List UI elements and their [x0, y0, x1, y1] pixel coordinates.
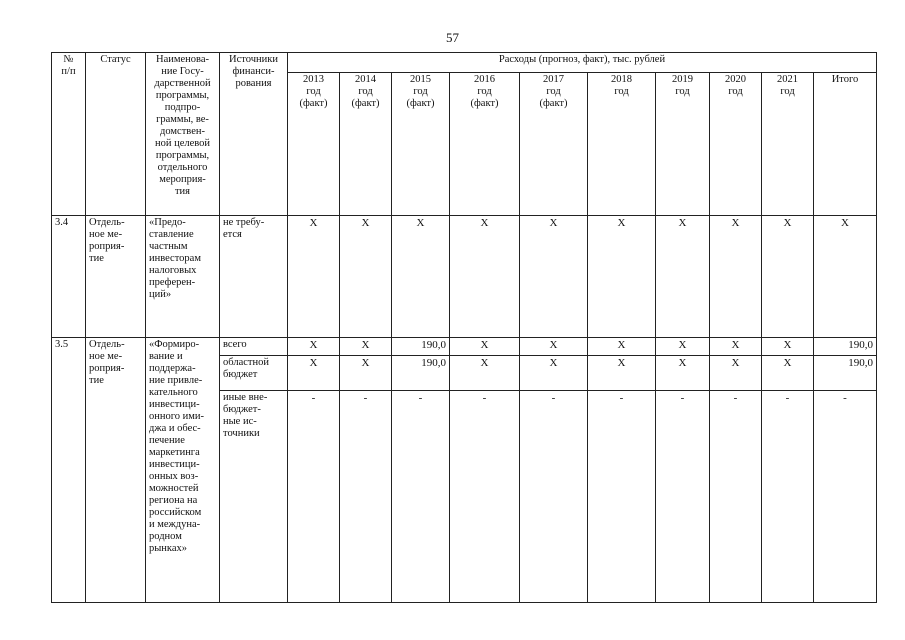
row-3-4-total: X — [814, 216, 877, 338]
row-3-4-value: X — [710, 216, 762, 338]
row-3-5-regional-value: X — [520, 356, 588, 391]
row-3-4-value: X — [762, 216, 814, 338]
row-3-4-num: 3.4 — [52, 216, 86, 338]
row-3-4-value: X — [656, 216, 710, 338]
row-3-5-total-sum: 190,0 — [814, 338, 877, 356]
year-2018-header: 2018 год — [588, 73, 656, 216]
page-number: 57 — [446, 30, 459, 45]
year-2013-header: 2013 год (факт) — [288, 73, 340, 216]
row-3-5-regional-value: 190,0 — [392, 356, 450, 391]
year-2014-header: 2014 год (факт) — [340, 73, 392, 216]
row-3-4-value: X — [520, 216, 588, 338]
row-3-5-source-other: иные вне- бюджет- ные ис- точники — [220, 391, 288, 603]
row-3-5-name: «Формиро- вание и поддержа- ние привле- кательного инвестици- онного ими- джа и обес- печение маркетинга инвестици- онных воз- можностей региона на российском и междуна- родном рынках» — [146, 338, 220, 603]
row-3-5-regional-sum: 190,0 — [814, 356, 877, 391]
row-3-4-name: «Предо- ставление частным инвесторам налоговых преферен- ций» — [146, 216, 220, 338]
row-3-5-total-value: 190,0 — [392, 338, 450, 356]
row-3-4-value: X — [340, 216, 392, 338]
row-3-5-total-value: X — [710, 338, 762, 356]
row-3-5-regional-value: X — [340, 356, 392, 391]
header-name: Наименова- ние Госу- дарственной программы, подпро- граммы, ве- домствен- ной целевой программы, отдельного мероприя- тия — [146, 53, 220, 216]
table-row — [52, 338, 877, 356]
row-3-5-regional-value: X — [288, 356, 340, 391]
row-3-5-num: 3.5 — [52, 338, 86, 603]
row-3-5-other-value: - — [588, 391, 656, 603]
row-3-5-regional-value: X — [762, 356, 814, 391]
budget-table — [51, 52, 877, 603]
header-status: Статус — [86, 53, 146, 216]
row-3-4-value: X — [392, 216, 450, 338]
row-3-4-value: X — [450, 216, 520, 338]
row-3-5-other-value: - — [762, 391, 814, 603]
row-3-5-total-value: X — [450, 338, 520, 356]
header-sources: Источники финанси- рования — [220, 53, 288, 216]
row-3-5-total-value: X — [288, 338, 340, 356]
table-row — [52, 216, 877, 338]
row-3-5-total-value: X — [588, 338, 656, 356]
row-3-5-other-value: - — [710, 391, 762, 603]
row-3-5-regional-value: X — [450, 356, 520, 391]
header-expenses: Расходы (прогноз, факт), тыс. рублей — [288, 53, 877, 73]
row-3-5-other-value: - — [656, 391, 710, 603]
row-3-5-other-value: - — [450, 391, 520, 603]
year-2017-header: 2017 год (факт) — [520, 73, 588, 216]
year-2015-header: 2015 год (факт) — [392, 73, 450, 216]
row-3-5-other-value: - — [288, 391, 340, 603]
row-3-5-other-value: - — [392, 391, 450, 603]
row-3-5-regional-value: X — [656, 356, 710, 391]
row-3-5-status: Отдель- ное ме- роприя- тие — [86, 338, 146, 603]
row-3-5-source-total: всего — [220, 338, 288, 356]
year-2020-header: 2020 год — [710, 73, 762, 216]
total-header: Итого — [814, 73, 877, 216]
row-3-5-total-value: X — [656, 338, 710, 356]
row-3-5-other-value: - — [520, 391, 588, 603]
header-num: № п/п — [52, 53, 86, 216]
row-3-5-other-sum: - — [814, 391, 877, 603]
row-3-5-regional-value: X — [588, 356, 656, 391]
header-row-1 — [52, 53, 877, 73]
year-2021-header: 2021 год — [762, 73, 814, 216]
row-3-4-source: не требу- ется — [220, 216, 288, 338]
row-3-5-regional-value: X — [710, 356, 762, 391]
row-3-4-value: X — [588, 216, 656, 338]
row-3-5-total-value: X — [762, 338, 814, 356]
year-2016-header: 2016 год (факт) — [450, 73, 520, 216]
row-3-5-total-value: X — [520, 338, 588, 356]
row-3-5-other-value: - — [340, 391, 392, 603]
year-2019-header: 2019 год — [656, 73, 710, 216]
row-3-5-total-value: X — [340, 338, 392, 356]
row-3-4-status: Отдель- ное ме- роприя- тие — [86, 216, 146, 338]
row-3-4-value: X — [288, 216, 340, 338]
row-3-5-source-regional: областной бюджет — [220, 356, 288, 391]
